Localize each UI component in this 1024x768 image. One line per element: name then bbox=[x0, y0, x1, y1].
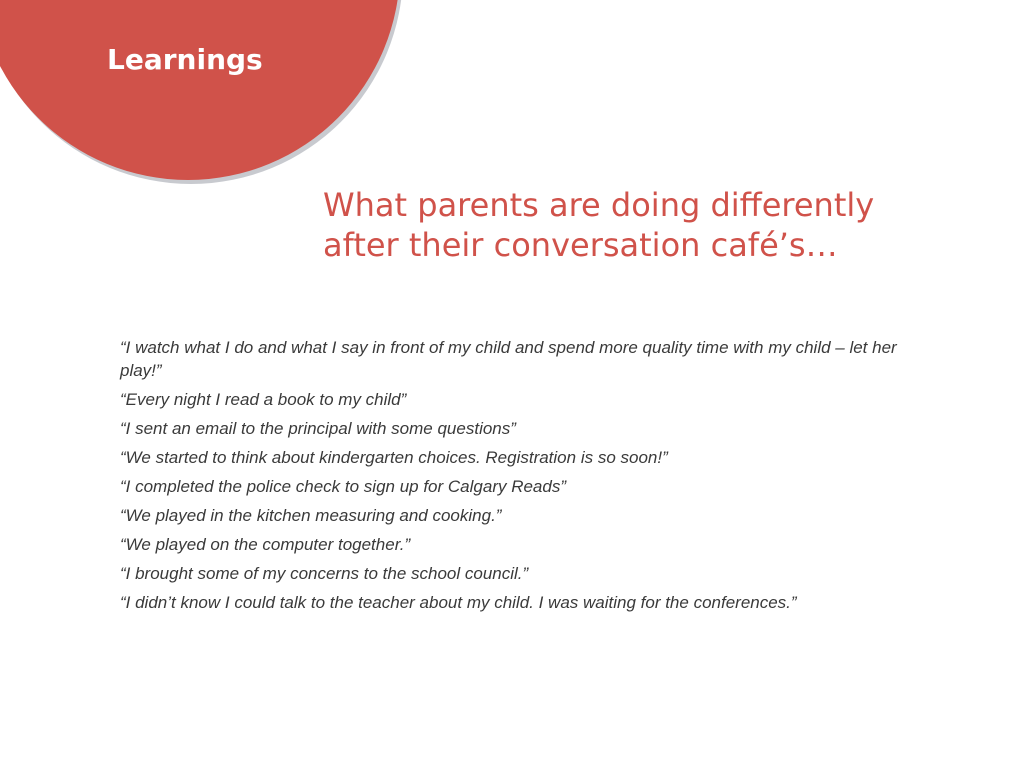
quote-item: “I completed the police check to sign up for Calgary Reads” bbox=[120, 477, 567, 496]
header-circle bbox=[0, 0, 400, 180]
quote-list bbox=[120, 336, 920, 620]
quote-item: “I watch what I do and what I say in front of my child and spend more quality time with my child – let her play!” bbox=[120, 338, 897, 380]
quote-item: “I brought some of my concerns to the school council.” bbox=[120, 564, 529, 583]
quote-item: “Every night I read a book to my child” bbox=[120, 390, 407, 409]
section-title: Learnings bbox=[107, 43, 263, 76]
quote-item: “I sent an email to the principal with some questions” bbox=[120, 419, 516, 438]
headline-line-2: after their conversation café’s… bbox=[323, 226, 838, 264]
quote-item: “I didn’t know I could talk to the teacher about my child. I was waiting for the conferences.” bbox=[120, 593, 797, 612]
headline-line-1: What parents are doing differently bbox=[323, 186, 875, 224]
quote-item: “We played on the computer together.” bbox=[120, 535, 411, 554]
quote-item: “We played in the kitchen measuring and cooking.” bbox=[120, 506, 502, 525]
slide-headline bbox=[323, 185, 963, 265]
quote-item: “We started to think about kindergarten choices. Registration is so soon!” bbox=[120, 448, 668, 467]
